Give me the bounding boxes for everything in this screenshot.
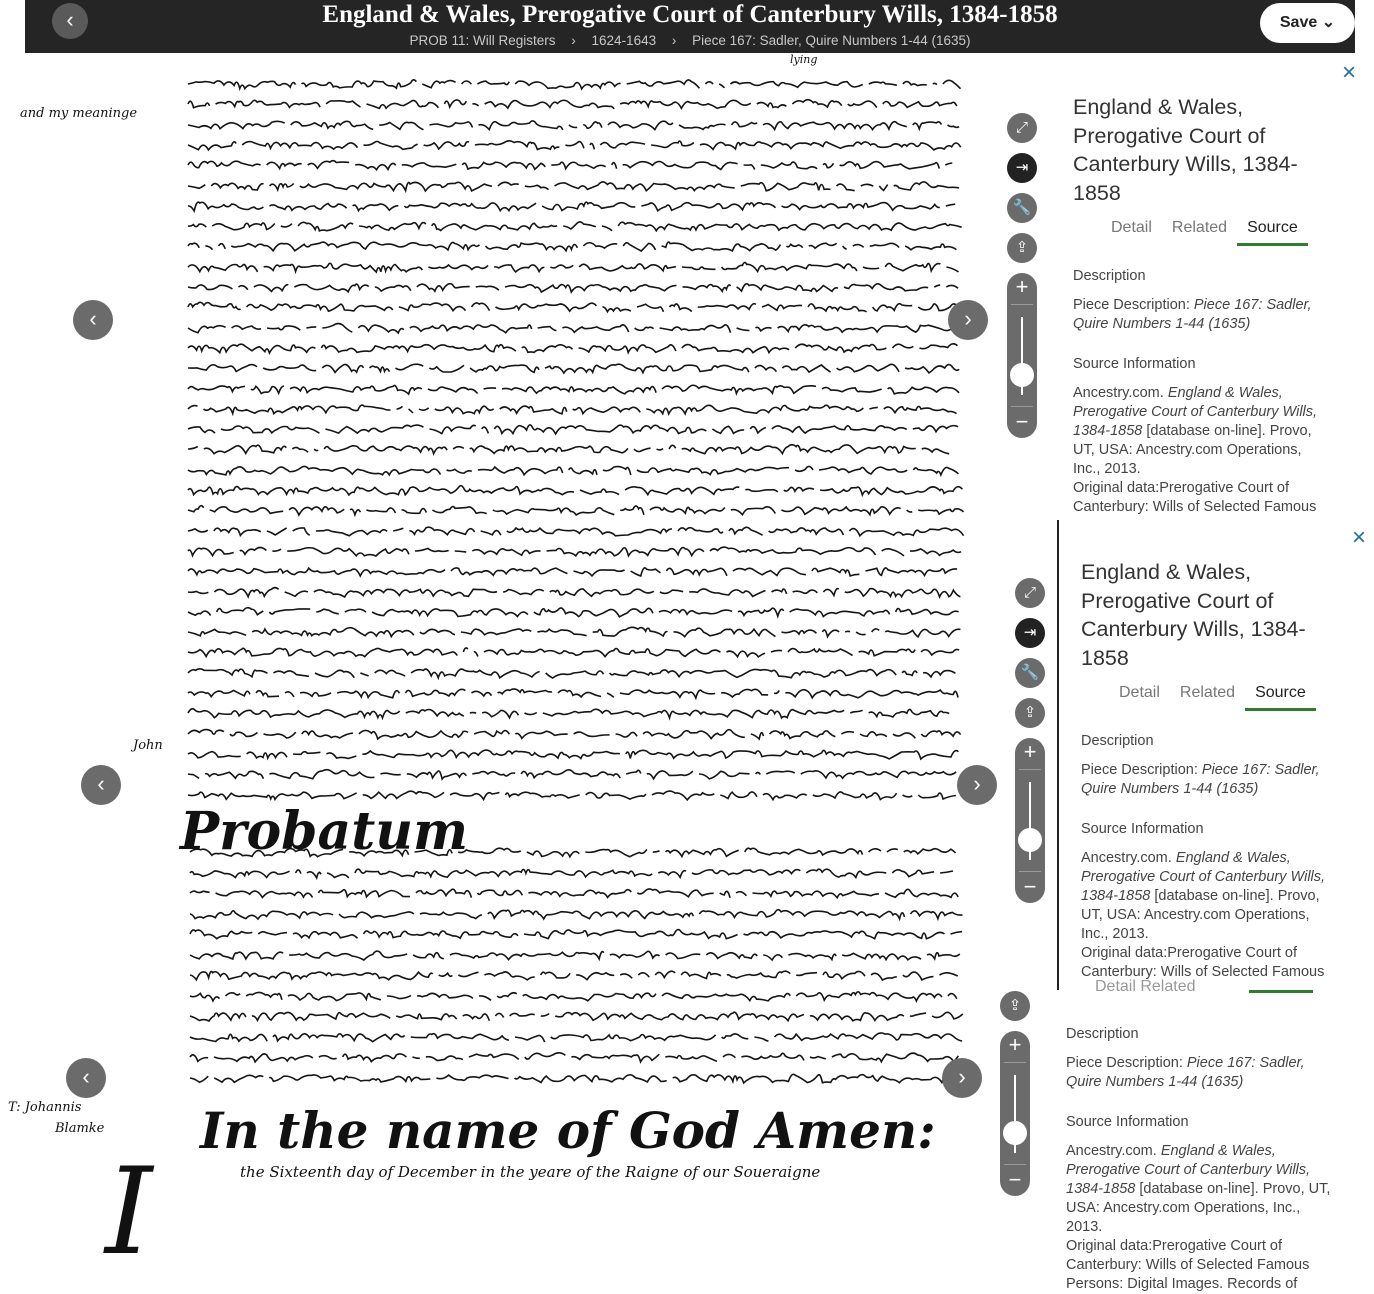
- manuscript-stroke: [188, 791, 956, 800]
- zoom-out-button[interactable]: −: [1008, 1167, 1022, 1192]
- panel-tabs: [1109, 684, 1341, 711]
- manuscript-line: [188, 258, 955, 274]
- manuscript-line: [188, 420, 955, 436]
- wrench-icon: 🔧: [1020, 664, 1040, 681]
- description-heading: Description: [1081, 733, 1154, 749]
- zoom-in-button[interactable]: +: [1015, 274, 1029, 299]
- margin-note: and my meaninge: [20, 106, 138, 121]
- share-button[interactable]: [1000, 991, 1030, 1021]
- manuscript-line: [190, 987, 955, 1003]
- manuscript-stroke: [188, 445, 955, 454]
- margin-note: T: Johannis: [8, 1100, 82, 1115]
- manuscript-line: [188, 583, 955, 599]
- manuscript-stroke: [188, 466, 958, 475]
- original-data-continued: Persons: Digital Images. Records of: [1066, 1276, 1298, 1292]
- manuscript-line: [188, 765, 955, 781]
- manuscript-stroke: [188, 202, 955, 211]
- source-panel: [1057, 520, 1374, 990]
- original-data: Original data:Prerogative Court of Canterbury: Wills of Selected Famous: [1073, 480, 1317, 515]
- previous-page-button[interactable]: [73, 300, 113, 340]
- chevron-right-icon: ›: [964, 306, 972, 331]
- piece-description: [1066, 1054, 1336, 1092]
- manuscript-stroke: [188, 262, 959, 272]
- manuscript-stroke: [188, 405, 957, 414]
- original-data: Original data:Prerogative Court of Canterbury: Wills of Selected Famous: [1066, 1238, 1310, 1273]
- manuscript-stroke: [190, 909, 962, 918]
- manuscript-line: [188, 359, 955, 375]
- piece-description: [1073, 296, 1333, 334]
- manuscript-line: [190, 884, 955, 900]
- piece-label: Piece Description:: [1081, 762, 1202, 778]
- tab-detail[interactable]: Detail: [1111, 219, 1152, 236]
- citation-suffix: [database on-line]. Provo, UT, USA: Ancestry.com Operations, Inc., 2013.: [1081, 888, 1320, 942]
- manuscript-line: [188, 197, 955, 213]
- save-label: Save: [1279, 14, 1318, 31]
- manuscript-stroke: [188, 323, 956, 333]
- tools-button[interactable]: [1015, 658, 1045, 688]
- manuscript-line: [188, 786, 955, 802]
- zoom-slider-handle[interactable]: [1003, 1121, 1027, 1145]
- close-icon: ×: [1341, 59, 1356, 86]
- margin-note: John: [133, 738, 163, 753]
- zoom-out-button[interactable]: −: [1023, 874, 1037, 899]
- manuscript-stroke: [188, 425, 958, 434]
- source-heading: Source Information: [1066, 1114, 1189, 1130]
- manuscript-stroke: [188, 486, 968, 495]
- share-icon: ⇪: [1023, 704, 1037, 721]
- manuscript-line: [188, 339, 955, 355]
- manuscript-line: [188, 400, 955, 416]
- piece-description: [1081, 761, 1341, 799]
- chevron-right-icon: ›: [958, 1064, 966, 1089]
- closing-heading: In the name of God Amen:: [200, 1101, 936, 1160]
- tab-related[interactable]: Related: [1171, 219, 1228, 236]
- manuscript-stroke: [188, 141, 961, 150]
- chevron-left-icon: ‹: [97, 771, 105, 796]
- probatum-heading: Probatum: [180, 801, 469, 862]
- manuscript-stroke: [190, 951, 960, 960]
- manuscript-stroke: [188, 222, 962, 231]
- manuscript-line: [188, 75, 955, 91]
- manuscript-line: [188, 522, 955, 538]
- citation-title: England & Wales, Prerogative Court of Canterbury Wills, 1384-1858: [1066, 1143, 1311, 1197]
- panel-title: England & Wales, Prerogative Court of Canterbury Wills, 1384-1858: [1073, 95, 1298, 205]
- original-data: Original data:Prerogative Court of Canterbury: Wills of Selected Famous: [1081, 945, 1325, 980]
- manuscript-line: [188, 136, 955, 152]
- header-bar: [25, 0, 1355, 53]
- manuscript-stroke: [188, 242, 956, 251]
- manuscript-stroke: [188, 648, 959, 657]
- share-icon: ⇪: [1008, 997, 1022, 1014]
- zoom-control: [1007, 273, 1037, 438]
- interlinear-word: lying: [790, 53, 818, 66]
- zoom-control: [1015, 738, 1045, 903]
- manuscript-stroke: [188, 506, 963, 515]
- manuscript-stroke: [188, 668, 955, 677]
- manuscript-line: [188, 603, 955, 619]
- source-panel: [1053, 53, 1373, 520]
- description-heading: Description: [1066, 1026, 1139, 1042]
- manuscript-stroke: [188, 587, 960, 596]
- manuscript-line: [188, 116, 955, 132]
- zoom-in-button[interactable]: +: [1023, 739, 1037, 764]
- next-page-button[interactable]: [942, 1058, 982, 1098]
- manuscript-stroke: [190, 1032, 962, 1041]
- margin-note: Blamke: [55, 1121, 105, 1136]
- manuscript-line: [188, 440, 955, 456]
- manuscript-line: [188, 501, 955, 517]
- breadcrumb-item-years[interactable]: 1624-1643: [591, 33, 657, 48]
- divider: [1011, 406, 1033, 407]
- manuscript-stroke: [188, 284, 964, 292]
- toggle-panel-button[interactable]: [1007, 153, 1037, 183]
- manuscript-line: [188, 562, 955, 578]
- breadcrumb: [25, 33, 1355, 48]
- manuscript-stroke: [188, 120, 959, 129]
- tab-source[interactable]: Source: [1245, 684, 1316, 711]
- manuscript-line: [188, 725, 955, 741]
- wrench-icon: 🔧: [1012, 199, 1032, 216]
- manuscript-line: [188, 461, 955, 477]
- toggle-panel-button[interactable]: [1015, 618, 1045, 648]
- manuscript-line: [188, 217, 955, 233]
- piece-value: Piece 167: Sadler, Quire Numbers 1-44 (1635): [1066, 1055, 1305, 1090]
- document-image[interactable]: [0, 53, 1050, 1285]
- manuscript-line: [190, 905, 955, 921]
- zoom-out-button[interactable]: −: [1015, 409, 1029, 434]
- manuscript-stroke: [190, 930, 962, 939]
- piece-label: Piece Description:: [1073, 297, 1194, 313]
- manuscript-stroke: [188, 181, 965, 190]
- source-citation: [1066, 1142, 1336, 1237]
- tabs-peek: Detail Related: [1095, 978, 1196, 995]
- tab-detail[interactable]: Detail: [1119, 684, 1160, 701]
- manuscript-line: [188, 684, 955, 700]
- manuscript-stroke: [190, 1074, 962, 1083]
- page-title: England & Wales, Prerogative Court of Canterbury Wills, 1384-1858: [322, 1, 1058, 28]
- manuscript-stroke: [190, 869, 959, 878]
- piece-value: Piece 167: Sadler, Quire Numbers 1-44 (1635): [1073, 297, 1312, 332]
- manuscript-line: [190, 1069, 955, 1085]
- source-citation: [1081, 849, 1341, 944]
- manuscript-line: [188, 380, 955, 396]
- manuscript-stroke: [188, 364, 959, 373]
- chevron-down-icon: ⌄: [1321, 14, 1336, 31]
- fullscreen-button[interactable]: [1007, 113, 1037, 143]
- manuscript-line: [188, 319, 955, 335]
- manuscript-stroke: [188, 80, 961, 89]
- manuscript-line: [190, 925, 955, 941]
- manuscript-stroke: [188, 303, 957, 312]
- divider: [1004, 1164, 1026, 1165]
- divider: [1019, 769, 1041, 770]
- citation-suffix: [database on-line]. Provo, UT, USA: Ancestry.com Operations, Inc., 2013.: [1073, 423, 1312, 477]
- zoom-control: [1000, 1031, 1030, 1196]
- manuscript-stroke: [190, 1012, 963, 1021]
- citation-prefix: Ancestry.com.: [1081, 850, 1176, 866]
- expand-icon: ⤢: [1023, 584, 1036, 601]
- divider: [1019, 871, 1041, 872]
- citation-title: England & Wales, Prerogative Court of Canterbury Wills, 1384-1858: [1073, 385, 1318, 439]
- manuscript-line: [190, 1028, 955, 1044]
- description-heading: Description: [1073, 268, 1146, 284]
- zoom-in-button[interactable]: +: [1008, 1032, 1022, 1057]
- manuscript-stroke: [188, 750, 958, 759]
- tools-button[interactable]: [1007, 193, 1037, 223]
- manuscript-line: [188, 704, 955, 720]
- close-panel-button[interactable]: [1349, 524, 1369, 551]
- manuscript-line: [188, 643, 955, 659]
- citation-suffix: [database on-line]. Provo, UT, USA: Ancestry.com Operations, Inc., 2013.: [1066, 1181, 1331, 1235]
- manuscript-stroke: [188, 627, 960, 637]
- manuscript-line: [190, 1048, 955, 1064]
- manuscript-line: [190, 864, 955, 880]
- manuscript-line: [188, 95, 955, 111]
- manuscript-line: [188, 156, 955, 172]
- chevron-right-icon: ›: [671, 33, 677, 48]
- chevron-right-icon: ›: [973, 771, 981, 796]
- manuscript-stroke: [188, 607, 959, 616]
- manuscript-line: [188, 745, 955, 761]
- manuscript-stroke: [188, 527, 964, 536]
- manuscript-line: [188, 278, 955, 294]
- source-heading: Source Information: [1073, 356, 1196, 372]
- manuscript-stroke: [188, 161, 958, 170]
- manuscript-line: [188, 177, 955, 193]
- collapse-panel-icon: ⇥: [1023, 624, 1037, 641]
- chevron-left-icon: ‹: [66, 7, 74, 32]
- breadcrumb-item-collection[interactable]: PROB 11: Will Registers: [409, 33, 556, 48]
- manuscript-stroke: [190, 1053, 964, 1062]
- panel-title: England & Wales, Prerogative Court of Canterbury Wills, 1384-1858: [1081, 560, 1306, 670]
- source-panel: [1045, 978, 1374, 1292]
- manuscript-line: [190, 843, 955, 859]
- chevron-left-icon: ‹: [89, 306, 97, 331]
- source-heading: Source Information: [1081, 821, 1204, 837]
- tab-related[interactable]: Related: [1179, 684, 1236, 701]
- manuscript-line: [188, 623, 955, 639]
- manuscript-line: [188, 481, 955, 497]
- piece-value: Piece 167: Sadler, Quire Numbers 1-44 (1635): [1081, 762, 1320, 797]
- tab-indicator: [1249, 990, 1313, 993]
- previous-page-button[interactable]: [66, 1058, 106, 1098]
- manuscript-line: [190, 966, 955, 982]
- save-button[interactable]: [1260, 3, 1355, 43]
- flourish-initial: I: [105, 1143, 153, 1282]
- breadcrumb-item-piece[interactable]: Piece 167: Sadler, Quire Numbers 1-44 (1635): [692, 33, 971, 48]
- manuscript-stroke: [190, 991, 957, 1000]
- divider: [1004, 1062, 1026, 1063]
- manuscript-stroke: [188, 100, 957, 109]
- zoom-slider-handle[interactable]: [1018, 828, 1042, 852]
- manuscript-stroke: [188, 344, 957, 353]
- source-citation: [1073, 384, 1333, 479]
- manuscript-stroke: [190, 848, 956, 857]
- manuscript-line: [188, 237, 955, 253]
- next-page-button[interactable]: [957, 765, 997, 805]
- share-button[interactable]: [1007, 233, 1037, 263]
- manuscript-stroke: [190, 889, 958, 898]
- manuscript-line: [190, 1007, 955, 1023]
- expand-icon: ⤢: [1015, 119, 1028, 136]
- piece-label: Piece Description:: [1066, 1055, 1187, 1071]
- next-page-button[interactable]: [948, 300, 988, 340]
- manuscript-stroke: [188, 770, 956, 779]
- manuscript-stroke: [188, 385, 965, 394]
- chevron-right-icon: ›: [571, 33, 576, 48]
- manuscript-stroke: [188, 689, 958, 698]
- manuscript-stroke: [190, 971, 958, 980]
- share-button[interactable]: [1015, 698, 1045, 728]
- manuscript-line: [188, 298, 955, 314]
- closing-subline: the Sixteenth day of December in the yeare of the Raigne of our Soueraigne: [240, 1163, 821, 1181]
- manuscript-stroke: [188, 709, 955, 718]
- manuscript-line: [190, 946, 955, 962]
- manuscript-line: [188, 542, 955, 558]
- tab-source[interactable]: Source: [1237, 219, 1308, 246]
- manuscript-stroke: [188, 568, 957, 576]
- collapse-panel-icon: ⇥: [1015, 159, 1029, 176]
- citation-prefix: Ancestry.com.: [1066, 1143, 1161, 1159]
- fullscreen-button[interactable]: [1015, 578, 1045, 608]
- citation-prefix: Ancestry.com.: [1073, 385, 1168, 401]
- chevron-left-icon: ‹: [82, 1064, 90, 1089]
- divider: [1011, 304, 1033, 305]
- manuscript-stroke: [188, 547, 961, 556]
- citation-title: England & Wales, Prerogative Court of Canterbury Wills, 1384-1858: [1081, 850, 1326, 904]
- zoom-slider-handle[interactable]: [1010, 363, 1034, 387]
- close-icon: ×: [1351, 524, 1366, 551]
- close-panel-button[interactable]: [1339, 59, 1359, 86]
- previous-page-button[interactable]: [81, 765, 121, 805]
- panel-tabs: [1101, 219, 1333, 246]
- manuscript-stroke: [188, 729, 961, 738]
- share-icon: ⇪: [1015, 239, 1029, 256]
- manuscript-line: [188, 664, 955, 680]
